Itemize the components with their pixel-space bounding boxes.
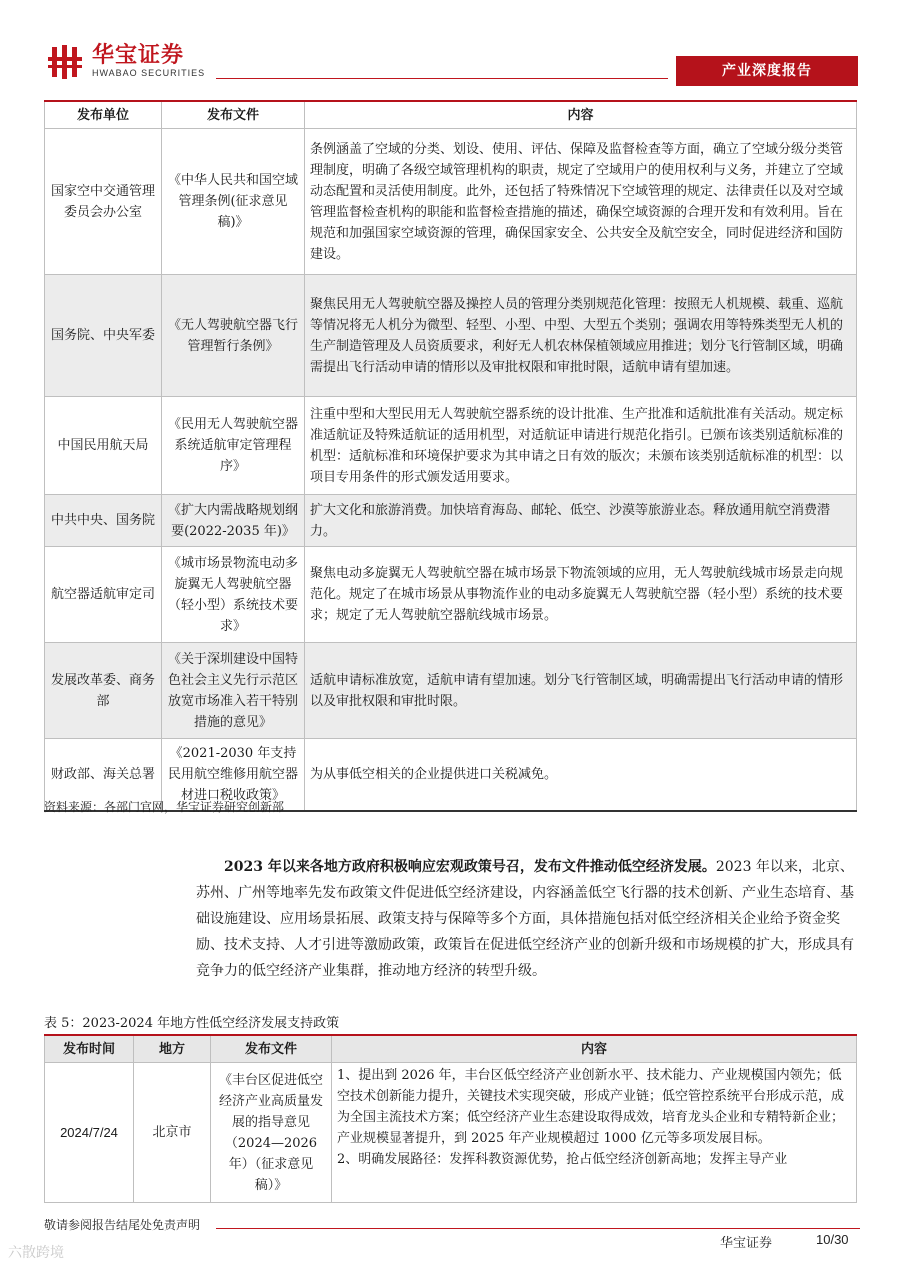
cell-content: 扩大文化和旅游消费。加快培育海岛、邮轮、低空、沙漠等旅游业态。释放通用航空消费潜力。 <box>305 495 857 547</box>
policy-table-national <box>44 100 857 812</box>
table-row <box>45 495 857 547</box>
table-row <box>45 547 857 643</box>
cell-unit: 国家空中交通管理委员会办公室 <box>45 129 162 275</box>
policy-table-local <box>44 1034 857 1203</box>
table-row <box>45 129 857 275</box>
header-unit: 发布单位 <box>45 101 162 129</box>
content-point-2: 2、明确发展路径：发挥科教资源优势，抢占低空经济创新高地；发挥主导产业 <box>337 1152 788 1167</box>
cell-content: 聚焦电动多旋翼无人驾驶航空器在城市场景下物流领域的应用，无人驾驶航线城市场景走向规范化。规定了在城市场景从事物流作业的电动多旋翼无人驾驶航空器（轻小型）系统的技术要求；规定了无人驾驶航空器航线城市场景。 <box>305 547 857 643</box>
cell-document: 《2021-2030 年支持民用航空维修用航空器材进口税收政策》 <box>162 739 305 811</box>
header-document: 发布文件 <box>162 101 305 129</box>
cell-content <box>332 1063 857 1203</box>
table-row <box>45 275 857 397</box>
cell-document: 《关于深圳建设中国特色社会主义先行示范区放宽市场准入若干特别措施的意见》 <box>162 643 305 739</box>
logo-icon <box>48 45 84 79</box>
paragraph-lead: 2023 年以来各地方政府积极响应宏观政策号召，发布文件推动低空经济发展。 <box>224 859 716 875</box>
footer-brand: 华宝证券 <box>720 1236 773 1251</box>
report-type-badge: 产业深度报告 <box>676 56 858 86</box>
table-source: 资料来源：各部门官网，华宝证券研究创新部 <box>44 800 285 814</box>
cell-content: 聚焦民用无人驾驶航空器及操控人员的管理分类别规范化管理：按照无人机规模、载重、巡航等情况将无人机分为微型、轻型、小型、中型、大型五个类别；强调农用等特殊类型无人机的生产制造管理及人员资质要求，利好无人机农林保植领域应用推进；划分飞行管制区域，明确需提出飞行活动申请的情形以及审批权限和审批时限，适航申请有望加速。 <box>305 275 857 397</box>
table-row <box>45 397 857 495</box>
header-date: 发布时间 <box>45 1035 134 1063</box>
table-caption: 表 5：2023-2024 年地方性低空经济发展支持政策 <box>44 1016 340 1031</box>
content-point-1: 1、提出到 2026 年，丰台区低空经济产业创新水平、技术能力、产业规模国内领先；低空技术创新能力提升，关键技术实现突破，形成产业链；低空管控系统平台形成示范，成为全国主流技术方案；低空经济产业生态建设取得成效，培育龙头企业和专精特新企业；产业规模显著提升，到 2025 年产业规模超过 1000 亿元等多项发展目标。 <box>337 1068 845 1146</box>
cell-content: 为从事低空相关的企业提供进口关税减免。 <box>305 739 857 811</box>
cell-place: 北京市 <box>134 1063 211 1203</box>
paragraph-body: 2023 年以来，北京、苏州、广州等地率先发布政策文件促进低空经济建设，内容涵盖低空飞行器的技术创新、产业生态培育、基础设施建设、应用场景拓展、政策支持与保障等多个方面，具体措施包括对低空经济相关企业给予资金奖励、技术支持、人才引进等激励政策，政策旨在促进低空经济产业的创新升级和市场规模的扩大，形成具有竞争力的低空经济产业集群，推动地方经济的转型升级。 <box>196 859 854 979</box>
cell-document: 《丰台区促进低空经济产业高质量发展的指导意见（2024—2026 年）（征求意见稿）》 <box>211 1063 332 1203</box>
cell-unit: 国务院、中央军委 <box>45 275 162 397</box>
logo-name-cn: 华宝证券 <box>92 43 185 68</box>
page-header <box>0 0 900 92</box>
cell-content: 适航申请标准放宽，适航申请有望加速。划分飞行管制区域，明确需提出飞行活动申请的情形以及审批权限和审批时限。 <box>305 643 857 739</box>
cell-document: 《扩大内需战略规划纲要(2022-2035 年)》 <box>162 495 305 547</box>
cell-unit: 中共中央、国务院 <box>45 495 162 547</box>
header-document: 发布文件 <box>211 1035 332 1063</box>
table-header-row <box>45 1035 857 1063</box>
table-row <box>45 1063 857 1203</box>
cell-document: 《民用无人驾驶航空器系统适航审定管理程序》 <box>162 397 305 495</box>
header-content: 内容 <box>332 1035 857 1063</box>
cell-content: 注重中型和大型民用无人驾驶航空器系统的设计批准、生产批准和适航批准有关活动。规定标准适航证及特殊适航证的适用机型，对适航证申请进行规范化指引。已颁布该类别适航标准的机型：适航标准和环境保护要求为其申请之日有效的版次；未颁布该类别适航标准的机型：以项目专用条件的形式颁发适用要求。 <box>305 397 857 495</box>
page-number: 10/30 <box>816 1232 849 1247</box>
cell-unit: 航空器适航审定司 <box>45 547 162 643</box>
cell-document: 《无人驾驶航空器飞行管理暂行条例》 <box>162 275 305 397</box>
cell-unit: 发展改革委、商务部 <box>45 643 162 739</box>
header-content: 内容 <box>305 101 857 129</box>
watermark-logo: 六散跨境 <box>8 1245 64 1261</box>
cell-document: 《中华人民共和国空域管理条例(征求意见稿)》 <box>162 129 305 275</box>
company-logo <box>48 44 205 79</box>
cell-unit: 财政部、海关总署 <box>45 739 162 811</box>
header-place: 地方 <box>134 1035 211 1063</box>
cell-document: 《城市场景物流电动多旋翼无人驾驶航空器（轻小型）系统技术要求》 <box>162 547 305 643</box>
body-paragraph <box>196 854 858 984</box>
cell-unit: 中国民用航天局 <box>45 397 162 495</box>
disclaimer-note: 敬请参阅报告结尾处免责声明 <box>44 1218 201 1232</box>
table-row <box>45 643 857 739</box>
table-header-row <box>45 101 857 129</box>
header-divider <box>216 78 668 79</box>
footer-divider <box>216 1228 860 1229</box>
logo-name-en: HWABAO SECURITIES <box>92 68 206 78</box>
cell-date: 2024/7/24 <box>45 1063 134 1203</box>
cell-content: 条例涵盖了空域的分类、划设、使用、评估、保障及监督检查等方面，确立了空域分级分类管理制度，明确了各级空域管理机构的职责，规定了空域用户的使用权利与义务，并建立了空域动态配置和灵活使用制度。此外，还包括了特殊情况下空域管理的规定、法律责任以及对空域管理监督检查机构的职能和监督检查措施的描述，确保空域资源的合理开发和有效利用。旨在规范和加强国家空域资源的管理，确保国家安全、公共安全及航空安全，同时促进经济和国防建设。 <box>305 129 857 275</box>
